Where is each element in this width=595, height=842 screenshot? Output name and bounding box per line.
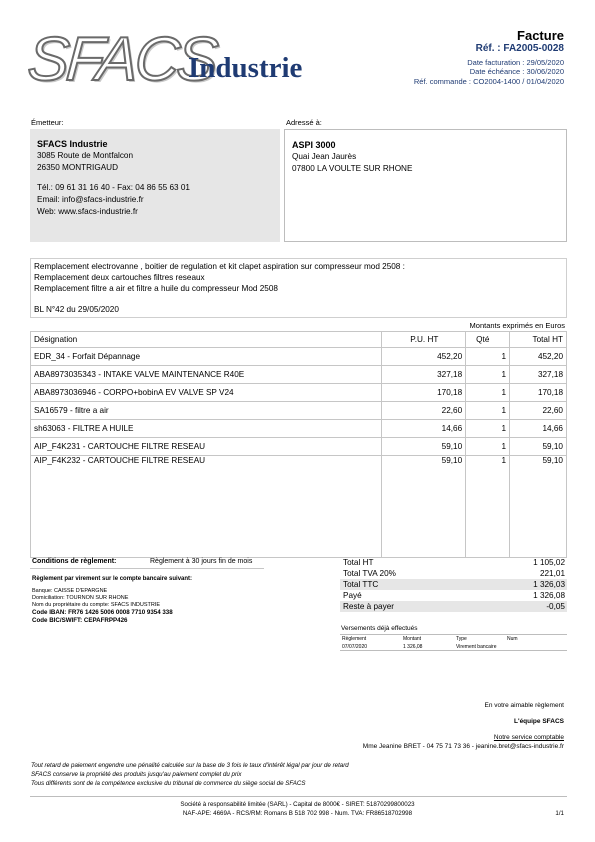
emetteur-web: Web: www.sfacs-industrie.fr — [37, 207, 138, 216]
table-row — [31, 438, 567, 456]
row-pu: 170,18 — [382, 384, 466, 402]
col-total: Total HT — [510, 332, 567, 348]
footer-divider — [30, 796, 567, 797]
table-row — [31, 348, 567, 366]
destinataire-name: ASPI 3000 — [292, 140, 336, 150]
ref-value: FA2005-0028 — [503, 43, 564, 54]
payments-bottom-divider — [340, 650, 567, 651]
work-description — [30, 258, 567, 318]
emetteur-email: Email: info@sfacs-industrie.fr — [37, 195, 144, 204]
items-table — [30, 331, 567, 558]
salutation: En votre aimable règlement — [484, 702, 564, 709]
row-total: 22,60 — [510, 402, 567, 420]
row-designation: AIP_F4K231 - CARTOUCHE FILTRE RESEAU — [31, 438, 382, 456]
emetteur-box — [30, 129, 280, 242]
accounting-contact: Mme Jeanine BRET - 04 75 71 73 36 - jeanine.bret@sfacs-industrie.fr — [362, 743, 564, 750]
bank-domiciliation: Domiciliation: TOURNON SUR RHONE — [32, 595, 129, 601]
conditions-divider — [30, 568, 264, 569]
row-qte: 1 — [466, 438, 510, 456]
delivery-note: BL N°42 du 29/05/2020 — [34, 305, 119, 314]
row-designation: sh63063 - FILTRE A HUILE — [31, 420, 382, 438]
date-facturation: Date facturation : 29/05/2020 — [467, 58, 564, 67]
payments-col-type: Type — [456, 636, 467, 642]
payment-date: 07/07/2020 — [342, 644, 368, 650]
destinataire-address2: 07800 LA VOULTE SUR RHONE — [292, 164, 413, 173]
bank-bic: Code BIC/SWIFT: CEPAFRPP426 — [32, 617, 128, 624]
row-total: 14,66 — [510, 420, 567, 438]
row-qte: 1 — [466, 348, 510, 366]
payments-col-num: Num — [507, 636, 518, 642]
emetteur-address1: 3085 Route de Montfalcon — [37, 151, 134, 160]
total-value: 1 326,08 — [533, 591, 565, 600]
page-number: 1/1 — [555, 810, 564, 817]
payments-divider — [340, 634, 567, 635]
conditions-label: Conditions de règlement: — [32, 558, 117, 565]
currency-note: Montants exprimés en Euros — [469, 321, 565, 330]
logo-brand: SFACS — [25, 25, 218, 94]
total-ttc-row — [340, 579, 567, 590]
row-designation: ABA8973036946 - CORPO+bobinA EV VALVE SP V24 — [31, 384, 382, 402]
total-label: Reste à payer — [343, 602, 394, 611]
col-qte: Qté — [466, 332, 510, 348]
col-designation: Désignation — [31, 332, 382, 348]
payments-col-montant: Montant — [403, 636, 422, 642]
bank-iban: Code IBAN: FR76 1426 5006 0008 7710 9354 338 — [32, 609, 173, 616]
accounting-service: Notre service comptable — [493, 734, 564, 741]
table-row — [31, 384, 567, 402]
total-value: 221,01 — [539, 569, 565, 578]
total-label: Total TVA 20% — [343, 569, 396, 578]
payments-label: Versements déjà effectués — [341, 625, 418, 632]
invoice-title: Facture — [517, 28, 564, 43]
row-pu: 22,60 — [382, 402, 466, 420]
ref-commande: Réf. commande : CO2004-1400 / 01/04/2020 — [413, 77, 564, 86]
row-total: 327,18 — [510, 366, 567, 384]
footer-registration-info: NAF-APE: 4669A - RCS/RM: Romans B 518 702 998 - Num. TVA: FR86518702998 — [182, 810, 413, 817]
team-signature: L'équipe SFACS — [514, 718, 564, 725]
row-designation: EDR_34 - Forfait Dépannage — [31, 348, 382, 366]
destinataire-label: Adressé à: — [286, 118, 322, 127]
table-row — [31, 366, 567, 384]
total-label: Payé — [343, 591, 362, 600]
row-pu: 59,10 — [382, 438, 466, 456]
invoice-ref — [476, 43, 564, 54]
total-label: Total HT — [343, 558, 374, 567]
remaining-row — [340, 601, 567, 612]
description-line: Remplacement deux cartouches filtres reseaux — [34, 273, 205, 282]
payments-col-reglement: Règlement — [342, 636, 367, 642]
destinataire-box — [284, 129, 567, 242]
row-pu: 59,10 — [382, 456, 466, 558]
row-qte: 1 — [466, 366, 510, 384]
emetteur-address2: 26350 MONTRIGAUD — [37, 163, 118, 172]
logo-sub: Industrie — [188, 52, 303, 84]
row-total: 170,18 — [510, 384, 567, 402]
total-value: 1 326,03 — [533, 580, 565, 589]
table-row — [31, 402, 567, 420]
payment-amount: 1 326,08 — [403, 644, 423, 650]
legal-line: Tout retard de paiement engendre une pénalité calculée sur la base de 3 fois le taux d'intérêt légal par jour de retard — [31, 762, 349, 769]
bank-owner: Nom du propriétaire du compte: SFACS INDUSTRIE — [32, 602, 161, 608]
row-qte: 1 — [466, 456, 510, 558]
total-ht-row — [340, 557, 567, 568]
total-value: 1 105,02 — [533, 558, 565, 567]
col-pu: P.U. HT — [382, 332, 466, 348]
table-row — [31, 456, 567, 558]
paid-row — [340, 590, 567, 601]
company-logo — [25, 25, 318, 94]
bank-name: Banque: CAISSE D'EPARGNE — [32, 588, 108, 594]
date-echeance: Date échéance : 30/06/2020 — [469, 67, 564, 76]
row-designation: SA16579 - filtre a air — [31, 402, 382, 420]
description-line: Remplacement filtre a air et filtre a huile du compresseur Mod 2508 — [34, 284, 278, 293]
legal-line: SFACS conserve la propriété des produits jusqu'au paiement complet du prix — [31, 771, 242, 778]
legal-line: Tous différents sont de la compétence exclusive du tribunal de commerce du siège social de SFACS — [31, 780, 306, 787]
row-pu: 452,20 — [382, 348, 466, 366]
emetteur-name: SFACS Industrie — [37, 139, 108, 149]
row-total: 59,10 — [510, 438, 567, 456]
description-line: Remplacement electrovanne , boitier de regulation et kit clapet aspiration sur compresseur mod 2508 : — [34, 262, 405, 271]
payment-type: Virement bancaire — [456, 644, 497, 650]
conditions-value: Règlement à 30 jours fin de mois — [150, 558, 253, 565]
ref-label: Réf. : — [475, 43, 501, 54]
row-pu: 327,18 — [382, 366, 466, 384]
virement-label: Règlement par virement sur le compte bancaire suivant: — [32, 576, 193, 582]
total-label: Total TTC — [343, 580, 379, 589]
footer-company-info: Société à responsabilité limitée (SARL) - Capital de 8000€ - SIRET: 51870299800023 — [180, 801, 415, 808]
emetteur-label: Émetteur: — [31, 118, 64, 127]
row-total: 452,20 — [510, 348, 567, 366]
table-row — [31, 420, 567, 438]
row-designation: ABA8973035343 - INTAKE VALVE MAINTENANCE R40E — [31, 366, 382, 384]
emetteur-phone: Tél.: 09 61 31 16 40 - Fax: 04 86 55 63 01 — [37, 183, 190, 192]
destinataire-address1: Quai Jean Jaurès — [292, 152, 357, 161]
row-qte: 1 — [466, 384, 510, 402]
row-qte: 1 — [466, 420, 510, 438]
row-total: 59,10 — [510, 456, 567, 558]
table-header-row — [31, 332, 567, 348]
row-designation: AIP_F4K232 - CARTOUCHE FILTRE RESEAU — [31, 456, 382, 558]
total-value: -0,05 — [546, 602, 565, 611]
total-tva-row — [340, 568, 567, 579]
row-qte: 1 — [466, 402, 510, 420]
row-pu: 14,66 — [382, 420, 466, 438]
